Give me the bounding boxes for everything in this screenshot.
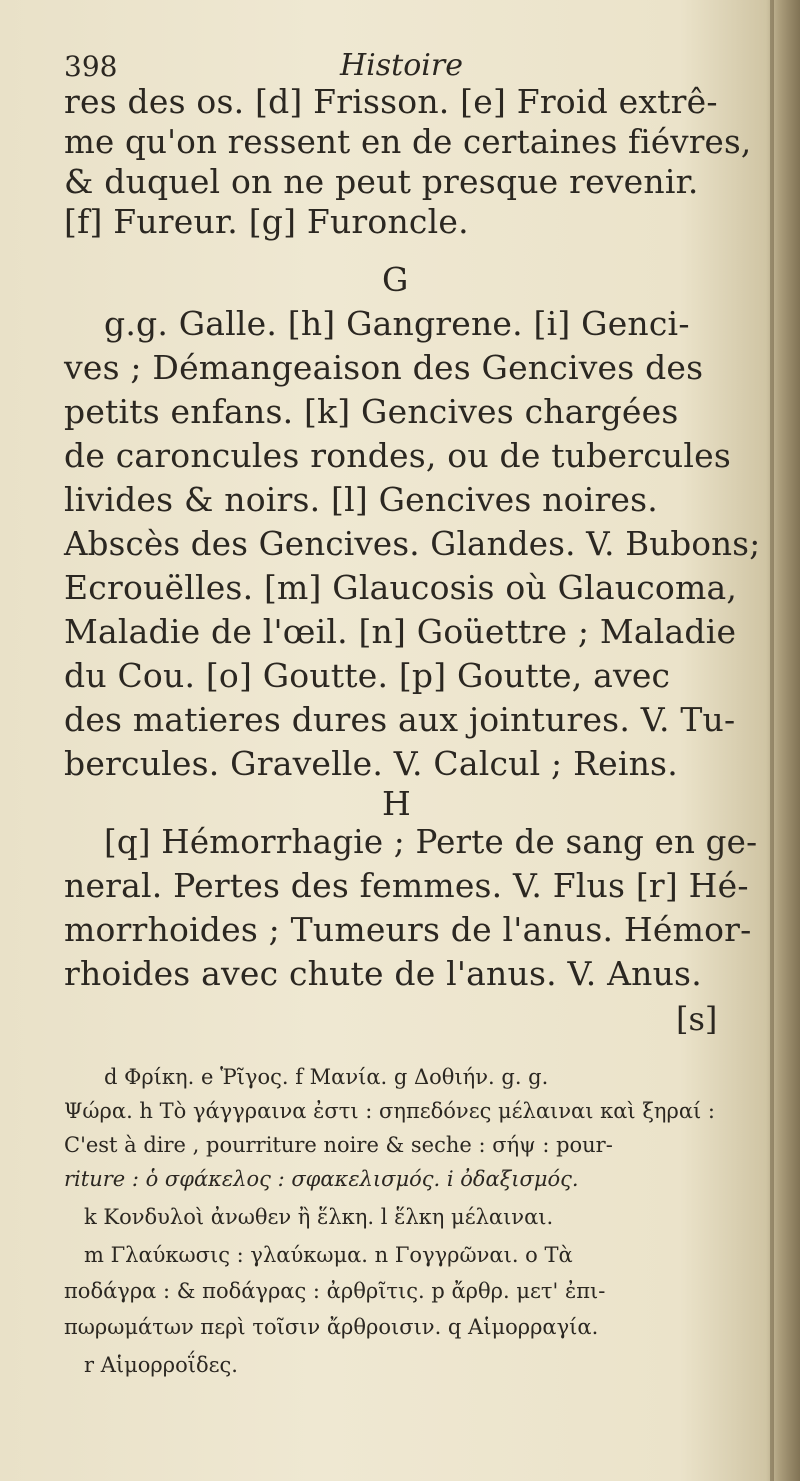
body-line: [q] Hémorrhagie ; Perte de sang en ge- — [104, 823, 758, 861]
footnote-line: d Φρίκη. e Ῥῖγος. f Μανία. g Δοθιήν. g. g. — [104, 1065, 549, 1089]
catchword: [s] — [676, 1000, 718, 1038]
body-line: Maladie de l'œil. [n] Goüettre ; Maladie — [64, 612, 737, 651]
body-line: livides & noirs. [l] Gencives noires. — [64, 480, 658, 519]
running-title: Histoire — [340, 48, 463, 83]
footnote-line: ποδάγρα : & ποδάγρας : ἀρθρῖτις. p ἄρθρ. μετ' ἐπι- — [64, 1279, 606, 1303]
footnote-line: C'est à dire , pourriture noire & seche : σήψ : pour- — [64, 1133, 613, 1157]
section-letter-h: H — [382, 784, 411, 823]
body-line: de caroncules rondes, ou de tubercules — [64, 436, 731, 475]
body-line: Abscès des Gencives. Glandes. V. Bubons; — [64, 525, 761, 563]
body-line: des matieres dures aux jointures. V. Tu- — [64, 700, 736, 739]
footnote-line: k Κονδυλοὶ ἀνωθεν ἢ ἕλκη. l ἕλκη μέλαιναι. — [84, 1205, 554, 1229]
body-line: & duquel on ne peut presque revenir. — [64, 162, 699, 201]
footnote-line: πωρωμάτων περὶ τοῖσιν ἄρθροισιν. q Αἱμορραγία. — [64, 1315, 599, 1339]
body-line: [f] Fureur. [g] Furoncle. — [64, 202, 469, 241]
footnote-line: riture : ὁ σφάκελος : σφακελισμός. i ὀδαξισμός. — [64, 1167, 579, 1191]
body-line: bercules. Gravelle. V. Calcul ; Reins. — [64, 744, 678, 783]
body-line: neral. Pertes des femmes. V. Flus [r] Hé- — [64, 866, 749, 905]
footnote-line: Ψώρα. h Τὸ γάγγραινα ἐστι : σηπεδόνες μέλαιναι καὶ ξηραί : — [64, 1099, 715, 1123]
body-line: morrhoides ; Tumeurs de l'anus. Hémor- — [64, 910, 752, 949]
body-line: res des os. [d] Frisson. [e] Froid extrê- — [64, 82, 718, 121]
footnote-line: m Γλαύκωσις : γλαύκωμα. n Γογγρῶναι. o Τὰ — [84, 1243, 573, 1267]
page-edge-shadow — [766, 0, 800, 1481]
body-line: rhoides avec chute de l'anus. V. Anus. — [64, 954, 702, 993]
footnote-line: r Αἱμορροΐδες. — [84, 1353, 238, 1377]
body-line: petits enfans. [k] Gencives chargées — [64, 392, 679, 431]
page-number: 398 — [64, 50, 118, 83]
body-line: g.g. Galle. [h] Gangrene. [i] Genci- — [104, 304, 690, 343]
body-line: Ecrouëlles. [m] Glaucosis où Glaucoma, — [64, 568, 738, 607]
body-line: du Cou. [o] Goutte. [p] Goutte, avec — [64, 656, 671, 695]
body-line: ves ; Démangeaison des Gencives des — [64, 348, 704, 387]
body-line: me qu'on ressent en de certaines fiévres, — [64, 123, 752, 161]
section-letter-g: G — [382, 260, 409, 299]
